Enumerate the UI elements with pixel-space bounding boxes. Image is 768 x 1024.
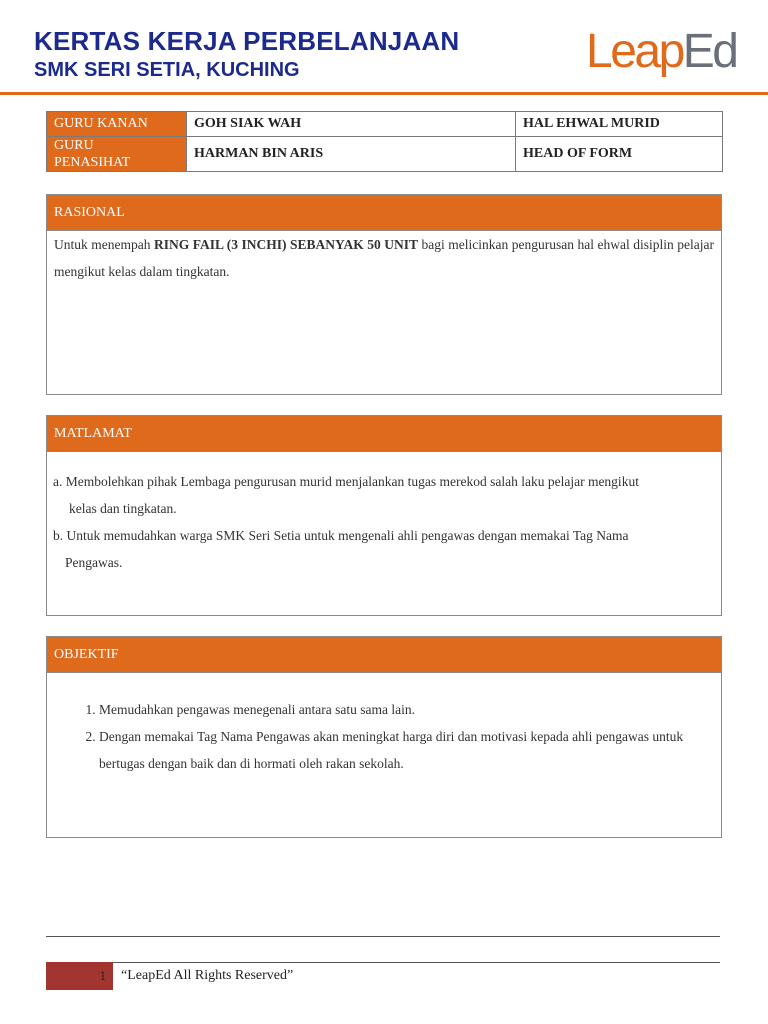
document-title: KERTAS KERJA PERBELANJAAN <box>34 26 460 56</box>
list-item: 2. Dengan memakai Tag Nama Pengawas akan meningkat harga diri dan motivasi kepada ahli pengawas untuk bertugas dengan baik dan di hormati oleh rakan sekolah. <box>99 723 715 777</box>
objektif-heading: OBJEKTIF <box>47 637 721 673</box>
list-item <box>53 522 715 576</box>
list-item <box>53 468 715 522</box>
school-name: SMK SERI SETIA, KUCHING <box>34 59 300 81</box>
logo-text-ed: Ed <box>682 25 737 78</box>
guru-penasihat-name: HARMAN BIN ARIS <box>187 137 516 172</box>
guru-kanan-role: HAL EHWAL MURID <box>516 112 723 137</box>
matlamat-item-a-line1: a. Membolehkan pihak Lembaga pengurusan murid menjalankan tugas merekod salah laku pelajar mengikut <box>53 474 639 489</box>
guru-penasihat-label-line2: PENASIHAT <box>54 155 131 170</box>
objektif-section <box>46 636 722 838</box>
matlamat-item-b-line2: Pengawas. <box>65 555 123 570</box>
rasional-text <box>47 231 721 285</box>
guru-penasihat-label <box>47 137 187 172</box>
logo-text-leap: Leap <box>586 25 683 78</box>
footer-divider <box>46 936 720 937</box>
rasional-text-end: bagi melicinkan pengurusan hal ehwal disiplin pelajar mengikut kelas dalam tingkatan. <box>54 237 714 279</box>
staff-info-table <box>46 111 723 172</box>
header-divider <box>0 92 768 95</box>
page-number: 1 <box>46 962 113 990</box>
guru-penasihat-role: HEAD OF FORM <box>516 137 723 172</box>
copyright-text: “LeapEd All Rights Reserved” <box>121 968 294 983</box>
matlamat-section <box>46 415 722 616</box>
guru-kanan-name: GOH SIAK WAH <box>187 112 516 137</box>
table-row <box>47 137 723 172</box>
guru-penasihat-label-line1: GURU <box>54 138 94 153</box>
leaped-logo <box>586 24 737 79</box>
matlamat-item-b-line1: b. Untuk memudahkan warga SMK Seri Setia untuk mengenali ahli pengawas dengan memakai Tag Nama <box>53 528 629 543</box>
list-item: 1. Memudahkan pengawas menegenali antara satu sama lain. <box>99 696 715 723</box>
matlamat-heading: MATLAMAT <box>47 416 721 452</box>
matlamat-list <box>47 452 721 576</box>
objektif-list <box>47 696 715 777</box>
guru-kanan-label: GURU KANAN <box>47 112 187 137</box>
objektif-list-container <box>47 673 721 777</box>
rasional-text-start: Untuk menempah <box>54 237 154 252</box>
matlamat-item-a-line2: kelas dan tingkatan. <box>69 501 177 516</box>
table-row <box>47 112 723 137</box>
rasional-text-bold: RING FAIL (3 INCHI) SEBANYAK 50 UNIT <box>153 237 419 252</box>
rasional-heading: RASIONAL <box>47 195 721 231</box>
rasional-section <box>46 194 722 395</box>
